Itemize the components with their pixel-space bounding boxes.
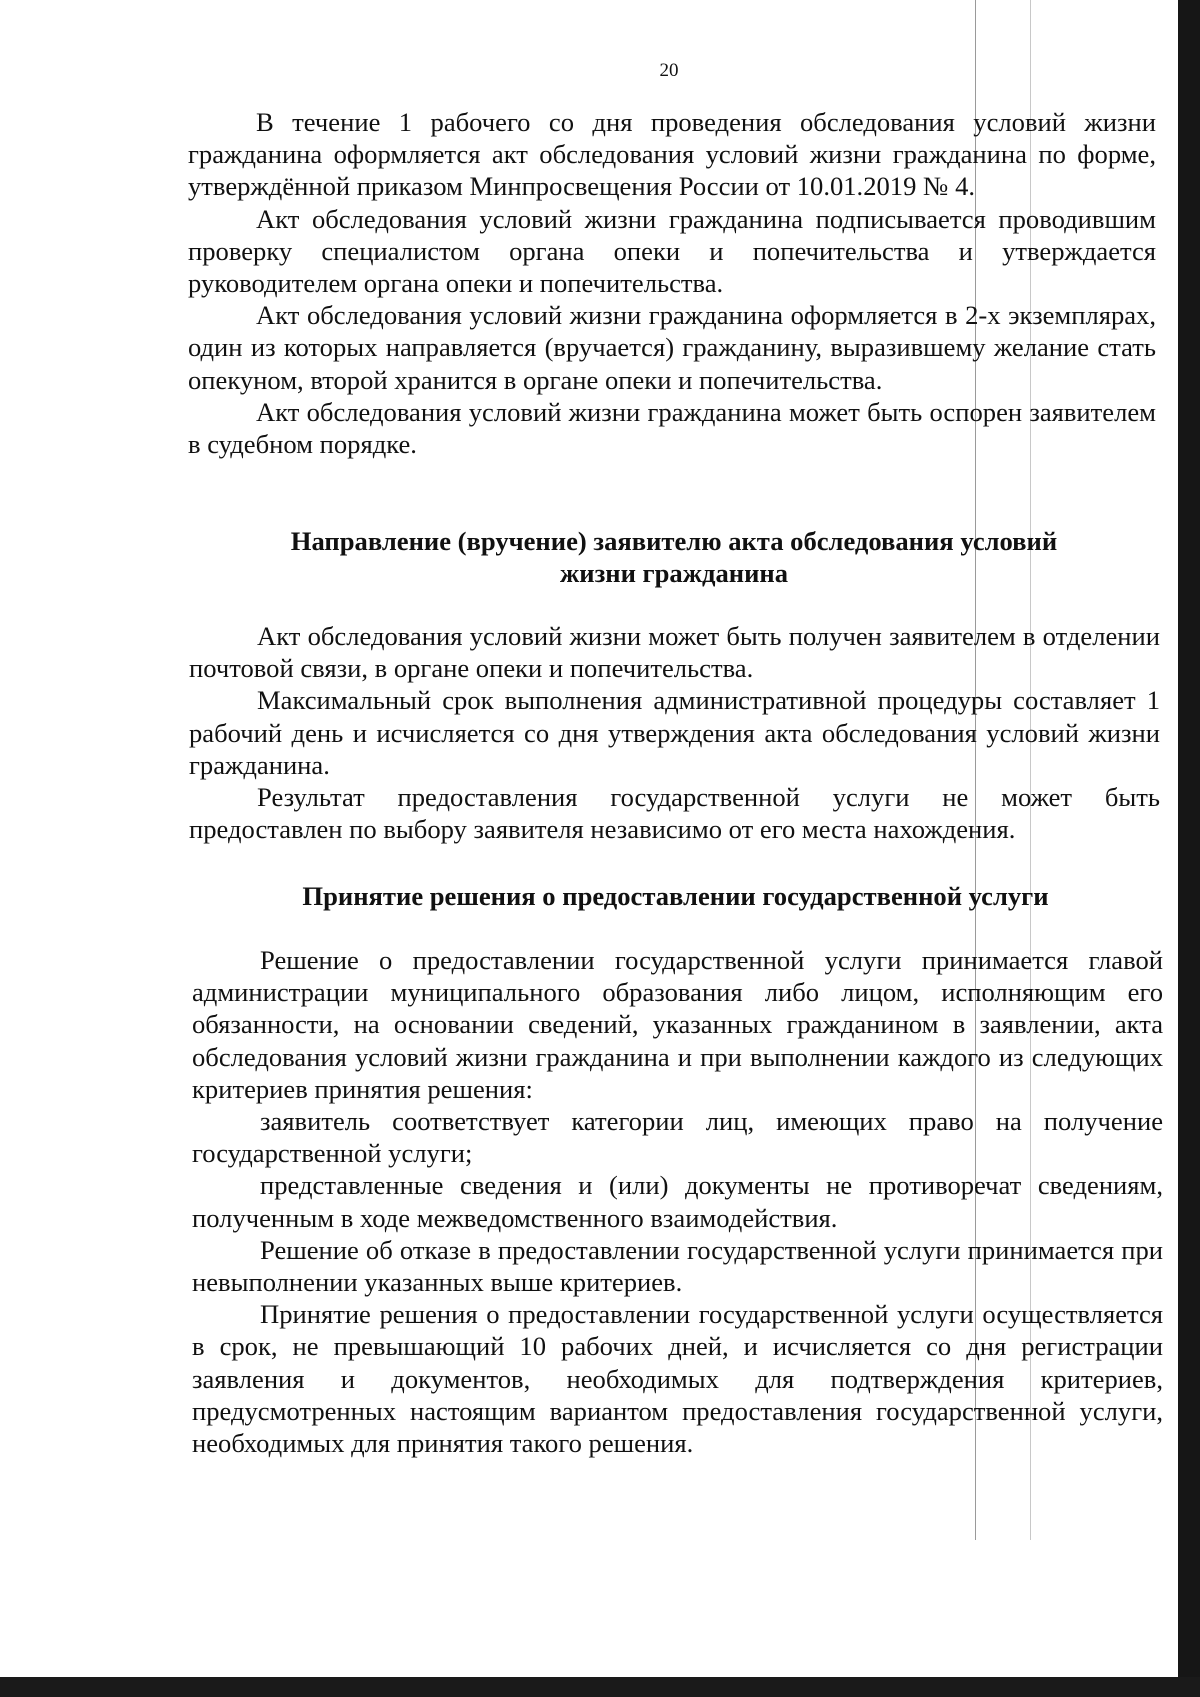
section-heading: Принятие решения о предоставлении государственной услуги bbox=[302, 881, 1049, 911]
paragraph: заявитель соответствует категории лиц, имеющих право на получение государственной услуги; bbox=[192, 1106, 1163, 1169]
page-number: 20 bbox=[659, 60, 679, 81]
scan-edge-bottom bbox=[0, 1677, 1200, 1697]
paragraph: Акт обследования условий жизни гражданина оформляется в 2-х экземплярах, один из которых направляется (вручается) гражданину, выразившему желание стать опекуном, второй хранится в органе опеки и попечительства. bbox=[188, 300, 1156, 395]
paragraph: Результат предоставления государственной услуги не может быть предоставлен по выбору заявителя независимо от его места нахождения. bbox=[189, 782, 1160, 845]
paragraph: Принятие решения о предоставлении государственной услуги осуществляется в срок, не превышающий 10 рабочих дней, и исчисляется со дня регистрации заявления и документов, необходимых для подтверждения критериев, предусмотренных настоящим вариантом предоставления государственной услуги, необходимых для принятия такого решения. bbox=[192, 1299, 1163, 1459]
paragraph: представленные сведения и (или) документы не противоречат сведениям, полученным в ходе межведомственного взаимодействия. bbox=[192, 1170, 1163, 1233]
paragraph: Максимальный срок выполнения административной процедуры составляет 1 рабочий день и исчисляется со дня утверждения акта обследования условий жизни гражданина. bbox=[189, 685, 1160, 780]
scan-edge-right bbox=[1178, 0, 1200, 1697]
section-2 bbox=[189, 620, 1160, 845]
paragraph: Акт обследования условий жизни гражданина подписывается проводившим проверку специалистом органа опеки и попечительства и утверждается руководителем органа опеки и попечительства. bbox=[188, 203, 1156, 299]
paragraph: Решение об отказе в предоставлении государственной услуги принимается при невыполнении указанных выше критериев. bbox=[192, 1234, 1163, 1298]
section-heading-line: Направление (вручение) заявителю акта обследования условий bbox=[290, 526, 1058, 556]
section-2-heading bbox=[188, 525, 1160, 589]
paragraph: Акт обследования условий жизни гражданина может быть оспорен заявителем в судебном порядке. bbox=[188, 396, 1156, 460]
section-3-heading bbox=[188, 880, 1163, 912]
section-1 bbox=[188, 106, 1156, 460]
section-heading-line: жизни гражданина bbox=[559, 558, 789, 588]
paragraph: В течение 1 рабочего со дня проведения обследования условий жизни гражданина оформляется акт обследования условий жизни гражданина по форме, утверждённой приказом Минпросвещения России от 10.01.2019 № 4. bbox=[188, 107, 1156, 202]
section-3 bbox=[192, 944, 1163, 1459]
paragraph: Акт обследования условий жизни может быть получен заявителем в отделении почтовой связи, в органе опеки и попечительства. bbox=[189, 621, 1160, 684]
paragraph: Решение о предоставлении государственной услуги принимается главой администрации муниципального образования либо лицом, исполняющим его обязанности, на основании сведений, указанных гражданином в заявлении, акта обследования условий жизни гражданина и при выполнении каждого из следующих критериев принятия решения: bbox=[192, 945, 1163, 1104]
